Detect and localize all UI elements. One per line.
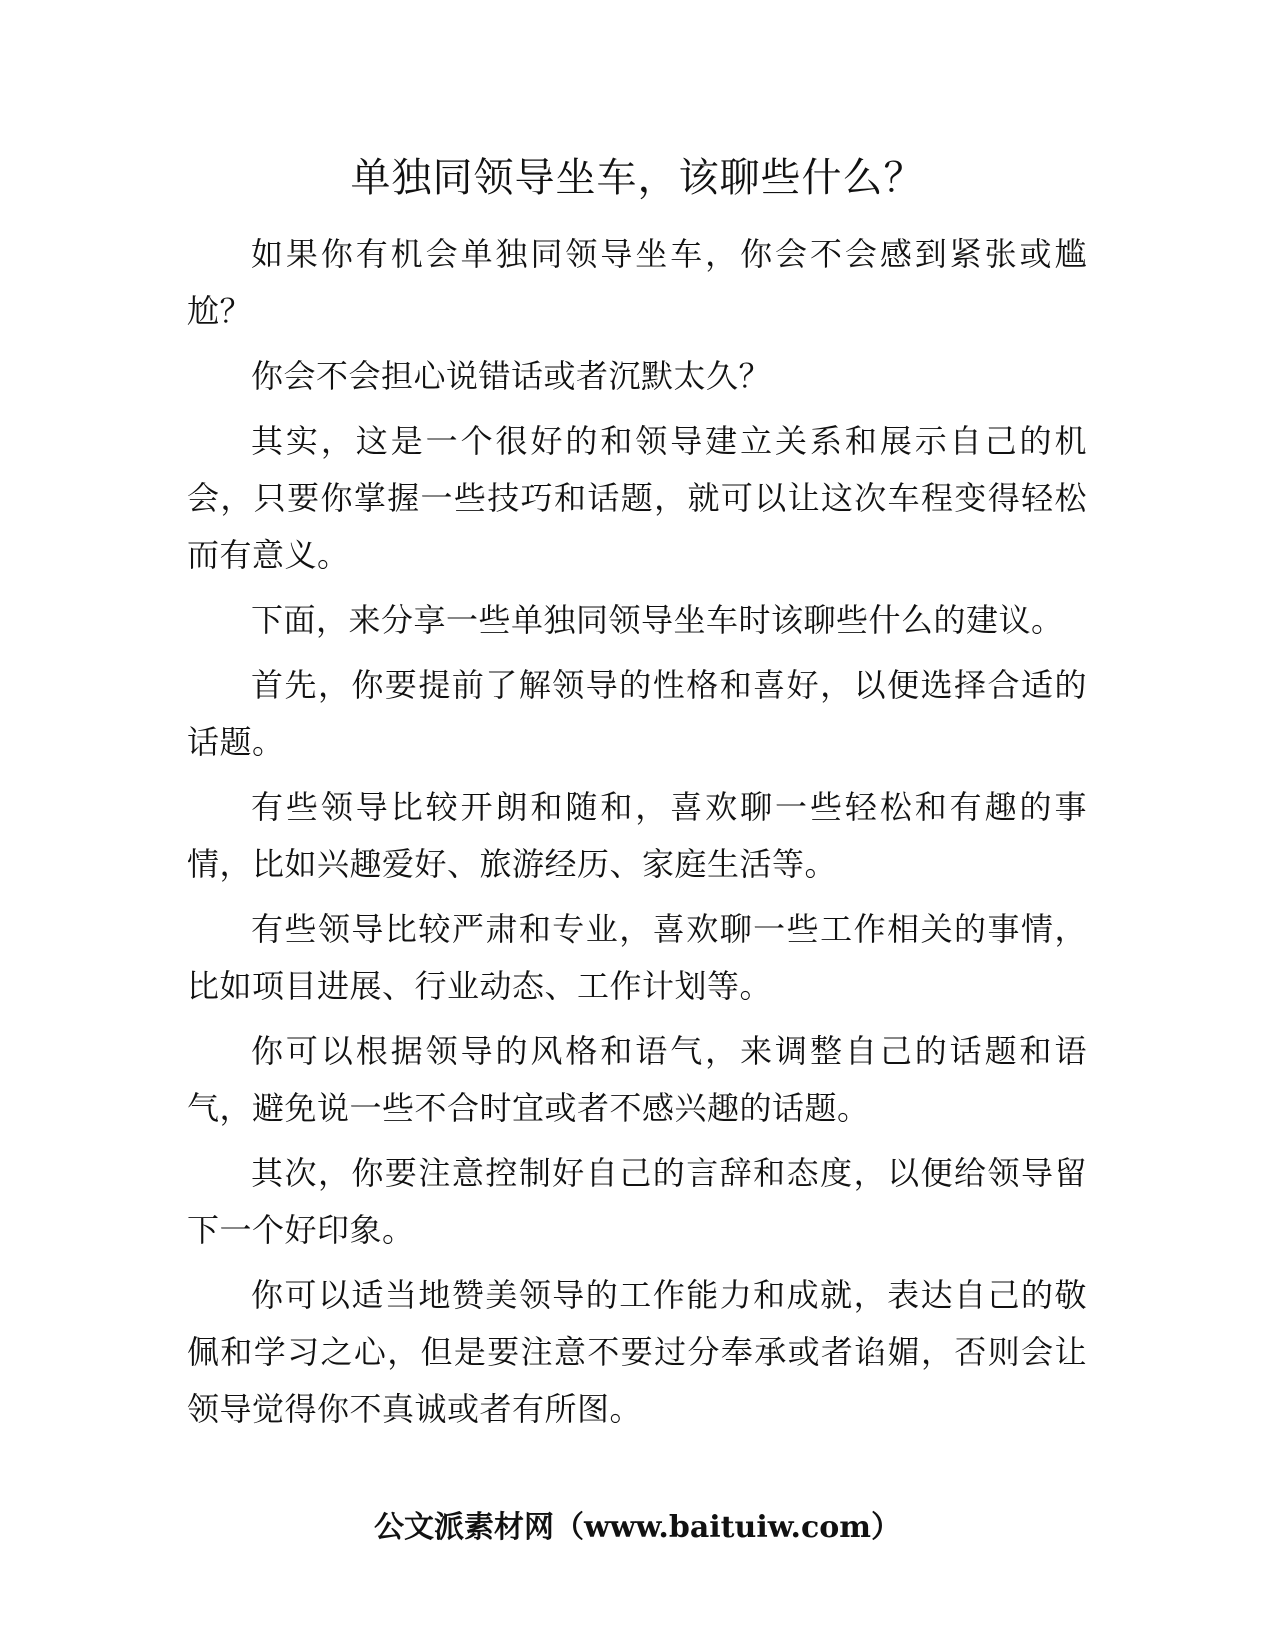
paragraph: 你会不会担心说错话或者沉默太久？ [251, 357, 772, 395]
document-title: 单独同领导坐车，该聊些什么？ [350, 155, 925, 201]
paragraph: 你可以根据领导的风格和语气，来调整自己的话题和语气，避免说一些不合时宜或者不感兴趣的话题。 [187, 1032, 1087, 1127]
paragraph: 首先，你要提前了解领导的性格和喜好，以便选择合适的话题。 [187, 666, 1087, 761]
paragraph: 其实，这是一个很好的和领导建立关系和展示自己的机会，只要你掌握一些技巧和话题，就可以让这次车程变得轻松而有意义。 [187, 422, 1087, 574]
paragraph: 其次，你要注意控制好自己的言辞和态度，以便给领导留下一个好印象。 [187, 1154, 1087, 1249]
paragraph: 下面，来分享一些单独同领导坐车时该聊些什么的建议。 [251, 601, 1064, 639]
paragraph: 有些领导比较开朗和随和，喜欢聊一些轻松和有趣的事情，比如兴趣爱好、旅游经历、家庭生活等。 [187, 788, 1087, 883]
paragraph: 你可以适当地赞美领导的工作能力和成就，表达自己的敬佩和学习之心，但是要注意不要过分奉承或者谄媚，否则会让领导觉得你不真诚或者有所图。 [187, 1276, 1087, 1428]
paragraph: 有些领导比较严肃和专业，喜欢聊一些工作相关的事情，比如项目进展、行业动态、工作计划等。 [187, 910, 1087, 1005]
paragraph: 如果你有机会单独同领导坐车，你会不会感到紧张或尴尬？ [187, 235, 1087, 330]
footer-source-text: 公文派素材网（www.baituiw.com） [373, 1510, 902, 1545]
document-body [187, 226, 1087, 1446]
